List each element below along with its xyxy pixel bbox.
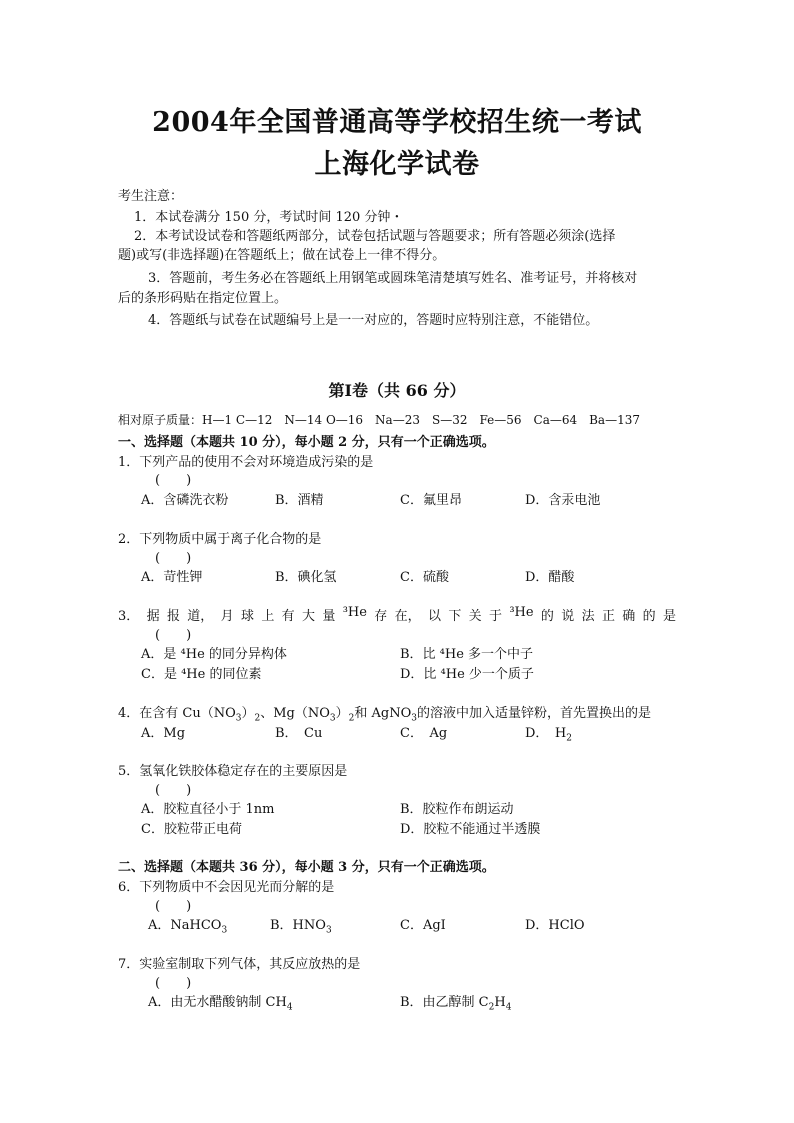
- q6-option-a: [148, 914, 227, 936]
- q3-stem-part: 量: [322, 609, 336, 624]
- q6-option-b-text: B．HNO: [270, 918, 326, 933]
- subscript: 3: [235, 713, 242, 724]
- q6-option-d: D．HClO: [525, 918, 585, 933]
- q3-stem-part: 下: [448, 609, 462, 624]
- subscript: 4: [286, 1002, 293, 1013]
- q3-stem-part: 的: [540, 609, 554, 624]
- q3-stem-part: 3．: [118, 609, 140, 624]
- q5-answer-paren: ( ): [155, 783, 192, 798]
- q1-option-c: C．氟里昂: [400, 493, 462, 508]
- q2-option-d: D．醋酸: [525, 570, 575, 585]
- q3-stem-part: 存: [374, 609, 388, 624]
- q6-answer-paren: ( ): [155, 899, 192, 914]
- subscript: 2: [348, 713, 355, 724]
- q1-option-a: A．含磷洗衣粉: [141, 493, 229, 508]
- q2-answer-paren: ( ): [155, 551, 192, 566]
- q7-stem: 7．实验室制取下列气体，其反应放热的是: [118, 957, 361, 972]
- subscript: 3: [325, 925, 332, 936]
- q4-stem-text: ）: [335, 706, 349, 721]
- q7-option-b: [400, 991, 511, 1013]
- q3-stem-part: 以: [427, 609, 441, 624]
- q4-option-b: B． Cu: [275, 726, 323, 741]
- q7-option-b-text: B．由乙醇制 C: [400, 995, 489, 1010]
- q3-stem-part: 正: [601, 609, 615, 624]
- q3-stem-part: ³He: [342, 605, 367, 620]
- q3-stem-part: 大: [302, 609, 316, 624]
- q3-option-b: B．比 ⁴He 多一个中子: [400, 647, 534, 662]
- subscript: 2: [488, 1002, 495, 1013]
- notice-item-3b: 后的条形码贴在指定位置上。: [118, 291, 288, 306]
- q3-stem: [118, 605, 676, 624]
- subscript: 2: [254, 713, 261, 724]
- q2-option-b: B．碘化氢: [275, 570, 337, 585]
- q4-stem-text: 、Mg（NO: [260, 706, 330, 721]
- exam-title: 2004年全国普通高等学校招生统一考试: [152, 107, 642, 138]
- q3-stem-part: 的: [642, 609, 656, 624]
- q6-stem: 6．下列物质中不会因见光而分解的是: [118, 880, 335, 895]
- subscript: 3: [411, 713, 418, 724]
- atomic-masses: 相对原子质量：H—1 C—12 N—14 O—16 Na—23 S—32 Fe—56 Ca—64 Ba—137: [118, 413, 640, 427]
- q4-option-d-text: D． H: [525, 726, 567, 741]
- q7-answer-paren: ( ): [155, 976, 192, 991]
- q5-option-a: A．胶粒直径小于 1nm: [141, 802, 275, 817]
- q6-option-c: C．AgI: [400, 918, 446, 933]
- q1-stem: 1．下列产品的使用不会对环境造成污染的是: [118, 455, 374, 470]
- q3-stem-part: 月: [220, 609, 234, 624]
- q3-option-c: C．是 ⁴He 的同位素: [141, 667, 262, 682]
- q3-stem-part: 上: [261, 609, 275, 624]
- q1-option-d: D．含汞电池: [525, 493, 601, 508]
- q4-stem-text: 4．在含有 Cu（NO: [118, 706, 236, 721]
- notice-item-2a: 2．本考试设试卷和答题纸两部分，试卷包括试题与答题要求；所有答题必须涂(选择: [134, 229, 616, 244]
- part1-title: 第Ⅰ卷（共 66 分）: [328, 381, 466, 400]
- q3-stem-part: 是: [662, 609, 676, 624]
- q4-stem: [118, 702, 651, 724]
- q3-stem-part: 确: [622, 609, 636, 624]
- q3-stem-part: 说: [561, 609, 575, 624]
- q4-stem-text: 的溶液中加入适量锌粉，首先置换出的是: [417, 706, 652, 721]
- q2-stem: 2．下列物质中属于离子化合物的是: [118, 532, 322, 547]
- subscript: 3: [221, 925, 228, 936]
- q6-option-a-text: A．NaHCO: [148, 918, 222, 933]
- q3-stem-part: 据: [146, 609, 160, 624]
- notice-heading: 考生注意：: [118, 189, 184, 204]
- q4-stem-text: 和 AgNO: [354, 706, 412, 721]
- q2-option-c: C．硫酸: [400, 570, 449, 585]
- q3-answer-paren: ( ): [155, 628, 192, 643]
- q3-option-d: D．比 ⁴He 少一个质子: [400, 667, 534, 682]
- q7-option-a-text: A．由无水醋酸钠制 CH: [148, 995, 287, 1010]
- q3-stem-part: 法: [581, 609, 595, 624]
- notice-item-1: 1．本试卷满分 150 分，考试时间 120 分钟・: [134, 210, 404, 225]
- notice-item-3a: 3．答题前，考生务必在答题纸上用钢笔或圆珠笔清楚填写姓名、准考证号，并将核对: [148, 271, 638, 286]
- section1-heading: 一、选择题（本题共 10 分），每小题 2 分，只有一个正确选项。: [118, 435, 495, 450]
- q4-option-d: [525, 722, 572, 744]
- q2-option-a: A．苛性钾: [141, 570, 203, 585]
- q3-option-a: A．是 ⁴He 的同分异构体: [141, 647, 287, 662]
- q5-option-b: B．胶粒作布朗运动: [400, 802, 514, 817]
- q1-option-b: B．酒精: [275, 493, 324, 508]
- q4-option-c: C． Ag: [400, 726, 448, 741]
- q6-option-b: [270, 914, 332, 936]
- q3-stem-part: 报: [166, 609, 180, 624]
- q3-stem-part: 球: [240, 609, 254, 624]
- q3-stem-part: 在，: [394, 609, 421, 624]
- q5-stem: 5．氢氧化铁胶体稳定存在的主要原因是: [118, 764, 348, 779]
- q1-answer-paren: ( ): [155, 473, 192, 488]
- exam-subtitle: 上海化学试卷: [314, 149, 480, 180]
- q3-stem-part: 有: [281, 609, 295, 624]
- q5-option-c: C．胶粒带正电荷: [141, 822, 242, 837]
- q4-option-a: A．Mg: [141, 726, 186, 741]
- q5-option-d: D．胶粒不能通过半透膜: [400, 822, 541, 837]
- subscript: 3: [329, 713, 336, 724]
- notice-item-4: 4．答题纸与试卷在试题编号上是一一对应的，答题时应特别注意，不能错位。: [148, 313, 599, 328]
- q4-stem-text: ）: [241, 706, 255, 721]
- q3-stem-part: 于: [489, 609, 503, 624]
- subscript: 2: [566, 733, 572, 744]
- q7-option-a: [148, 991, 293, 1013]
- section2-heading: 二、选择题（本题共 36 分），每小题 3 分，只有一个正确选项。: [118, 860, 495, 875]
- q3-stem-part: 道，: [187, 609, 214, 624]
- subscript: 4: [505, 1002, 512, 1013]
- q3-stem-part: 关: [468, 609, 482, 624]
- q3-stem-part: ³He: [509, 605, 534, 620]
- notice-item-2b: 题)或写(非选择题)在答题纸上；做在试卷上一律不得分。: [118, 248, 446, 263]
- q7-option-b-text: H: [494, 995, 506, 1010]
